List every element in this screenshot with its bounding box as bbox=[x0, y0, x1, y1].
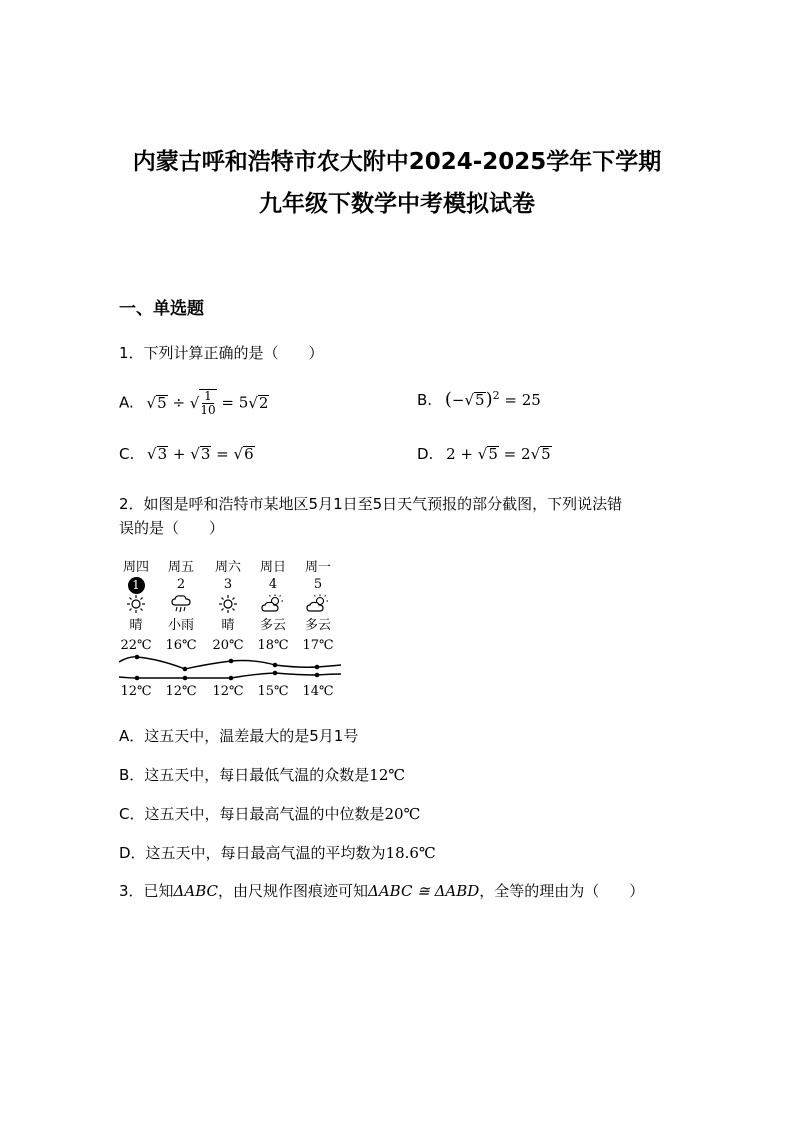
section-heading: 一、单选题 bbox=[119, 299, 204, 319]
low-point-1 bbox=[135, 676, 140, 681]
high-point-4 bbox=[273, 663, 278, 668]
high-temp-5: 17℃ bbox=[302, 638, 334, 653]
q1-option-b: B. $(-√5)^2 = 25$ bbox=[417, 389, 541, 410]
low-temp-4: 15℃ bbox=[257, 684, 289, 699]
low-temp-1: 12℃ bbox=[120, 684, 152, 699]
high-point-1 bbox=[135, 655, 140, 660]
partly-cloudy-icon bbox=[253, 594, 293, 614]
q2-stem-line1: 2．如图是呼和浩特市某地区5月1日至5日天气预报的部分截图，下列说法错 bbox=[119, 495, 623, 513]
cloud-rain-icon bbox=[161, 594, 201, 614]
low-point-3 bbox=[229, 676, 234, 681]
weather-day-1: 周四 1 晴 bbox=[116, 556, 156, 633]
q2-option-d: D．这五天中，每日最高气温的平均数为18.6℃ bbox=[119, 844, 436, 862]
page-title-line1: 内蒙古呼和浩特市农大附中2024-2025学年下学期 bbox=[132, 149, 662, 175]
partly-cloudy-icon bbox=[298, 594, 338, 614]
sun-icon bbox=[208, 594, 248, 614]
temperature-curves bbox=[119, 654, 341, 686]
q2-option-b: B．这五天中，每日最低气温的众数是12℃ bbox=[119, 766, 406, 784]
low-temp-2: 12℃ bbox=[165, 684, 197, 699]
low-temp-5: 14℃ bbox=[302, 684, 334, 699]
low-point-4 bbox=[273, 671, 278, 676]
q1-stem: 1．下列计算正确的是（ ） bbox=[119, 344, 324, 362]
q1-option-a: A. √5 ÷ √ $\frac{1}{10}$ = 5√2 bbox=[119, 389, 269, 418]
page-title-line2: 九年级下数学中考模拟试卷 bbox=[259, 191, 535, 217]
weather-forecast-figure bbox=[119, 556, 341, 706]
high-temp-4: 18℃ bbox=[257, 638, 289, 653]
q2-option-c: C．这五天中，每日最高气温的中位数是20℃ bbox=[119, 805, 421, 823]
sun-icon bbox=[116, 594, 156, 614]
high-temp-2: 16℃ bbox=[165, 638, 197, 653]
date-highlight-circle: 1 bbox=[128, 577, 145, 594]
weather-day-4: 周日 4 多云 bbox=[253, 556, 293, 633]
weather-day-3: 周六 3 晴 bbox=[208, 556, 248, 633]
q2-option-a: A．这五天中，温差最大的是5月1号 bbox=[119, 727, 359, 745]
low-temp-3: 12℃ bbox=[212, 684, 244, 699]
high-point-2 bbox=[183, 667, 188, 672]
q2-stem-line2: 误的是（ ） bbox=[119, 519, 225, 537]
q3-stem: 3．已知ΔABC，由尺规作图痕迹可知ΔABC ≅ ΔABD，全等的理由为（ ） bbox=[119, 882, 645, 900]
high-point-3 bbox=[229, 659, 234, 664]
low-point-5 bbox=[315, 673, 320, 678]
q1-option-c: C. √3 + √3 = √6 bbox=[119, 445, 254, 463]
weather-day-2: 周五 2 小雨 bbox=[161, 556, 201, 633]
high-point-5 bbox=[315, 665, 320, 670]
low-point-2 bbox=[183, 676, 188, 681]
high-temp-3: 20℃ bbox=[212, 638, 244, 653]
q1-option-d: D. 2 + √5 = 2√5 bbox=[417, 445, 551, 463]
weather-day-5: 周一 5 多云 bbox=[298, 556, 338, 633]
high-temp-1: 22℃ bbox=[120, 638, 152, 653]
